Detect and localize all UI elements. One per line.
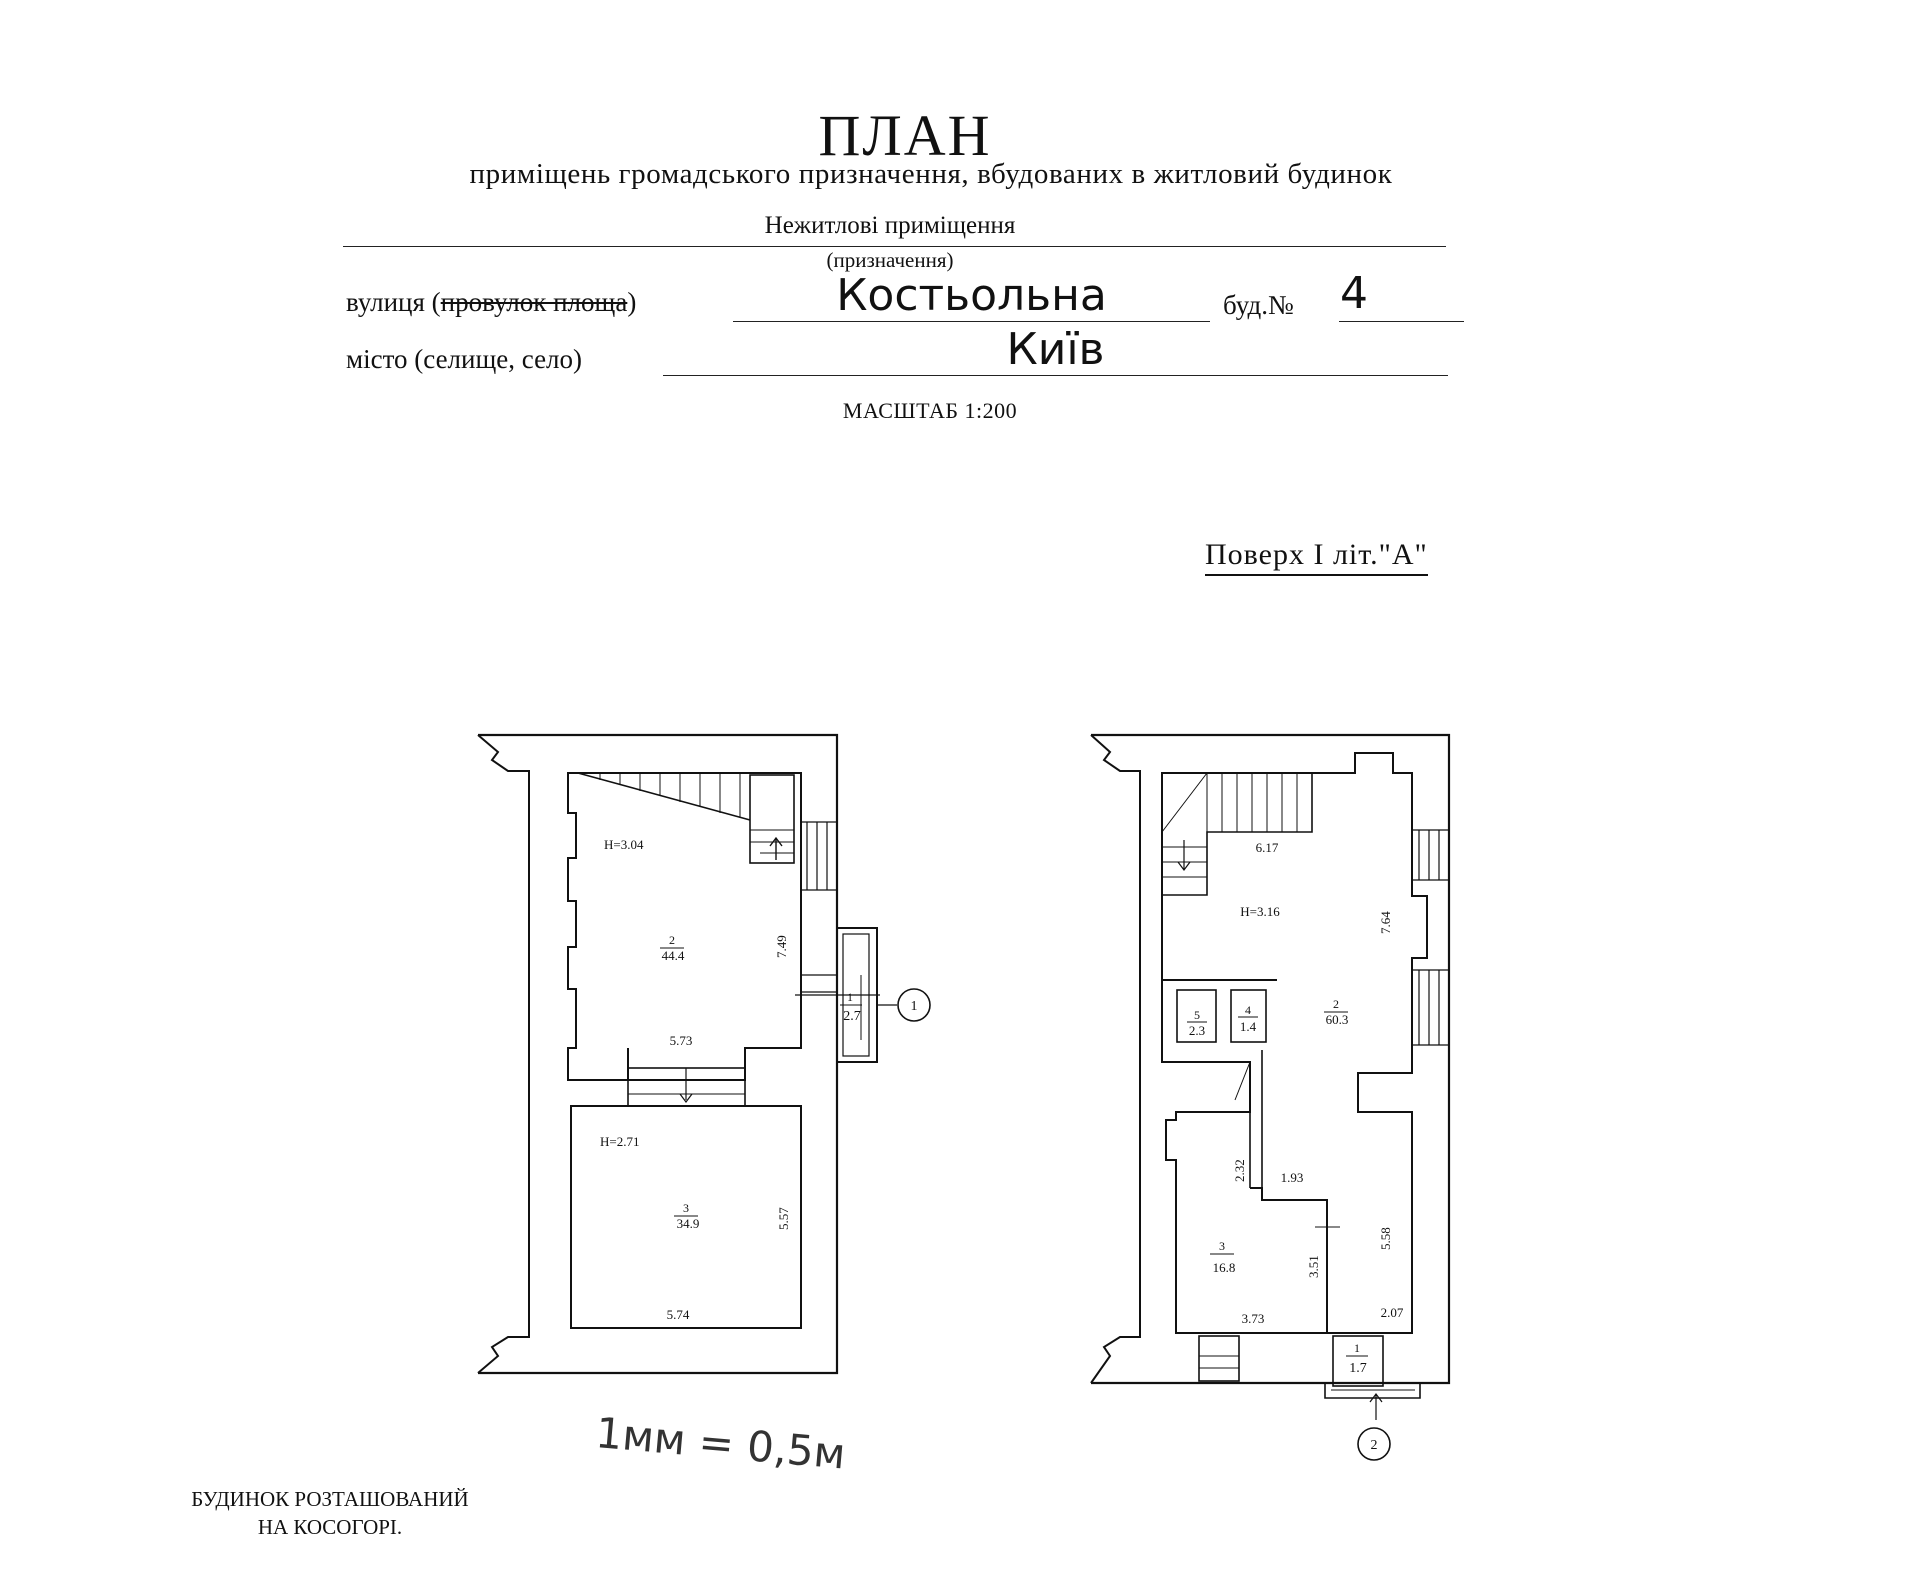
house-number-value: 4 [1340,268,1368,319]
left-dim-557: 5.57 [776,1207,791,1230]
right-room4-area: 1.4 [1239,1019,1257,1034]
right-dim-232: 2.32 [1232,1159,1247,1182]
street-label-struck: провулок площа [440,287,628,317]
left-room1-number: 1 [847,990,853,1004]
right-dim-558: 5.58 [1378,1227,1393,1250]
right-dim-193: 1.93 [1280,1170,1304,1185]
scale-label: МАСШТАБ 1:200 [842,398,1018,423]
handwritten-scale-note: 1мм = 0,5м [593,1408,848,1479]
right-room2-area: 60.3 [1325,1012,1349,1027]
right-dim-373: 3.73 [1241,1311,1265,1326]
left-room3-area: 34.9 [676,1216,700,1231]
left-dim-574: 5.74 [666,1307,690,1322]
right-room5-area: 2.3 [1188,1023,1206,1038]
right-dim-617: 6.17 [1255,840,1279,855]
left-floor-plan [478,735,930,1373]
right-room3-area: 16.8 [1212,1260,1236,1275]
city-value: Київ [1006,324,1105,375]
street-value: Костьольна [836,270,1107,321]
left-room2-number: 2 [669,933,675,947]
page-title: ПЛАН [818,103,992,168]
left-room2-area: 44.4 [661,948,685,963]
right-room3-number: 3 [1219,1239,1225,1253]
page-subtitle: приміщень громадського призначення, вбудованих в житловий будинок [469,158,1393,190]
right-room5-number: 5 [1194,1008,1200,1022]
right-room4-number: 4 [1245,1003,1251,1017]
purpose-value: Нежитлові приміщення [764,212,1016,239]
left-height-upper: H=3.04 [604,837,644,852]
street-label-prefix: вулиця ( [346,287,441,317]
right-dim-764: 7.64 [1378,911,1393,934]
street-label-suffix: ) [627,287,637,317]
footer-note-line1: БУДИНОК РОЗТАШОВАНИЙ [191,1487,469,1511]
left-dim-749: 7.49 [774,935,789,958]
right-room2-number: 2 [1333,997,1339,1011]
purpose-caption: (призначення) [826,248,954,272]
footer-note-line2: НА КОСОГОРІ. [257,1515,403,1539]
right-dim-351: 3.51 [1306,1255,1321,1278]
left-room3-number: 3 [683,1201,689,1215]
house-number-label: буд.№ [1223,290,1294,320]
right-height: H=3.16 [1240,904,1280,919]
left-room1-area: 2.7 [843,1009,861,1024]
right-dim-207: 2.07 [1380,1305,1404,1320]
right-room1-area: 1.7 [1349,1361,1367,1376]
right-marker-2: 2 [1370,1438,1378,1453]
city-label: місто (селище, село) [346,344,583,374]
floor-label: Поверх I літ."А" [1205,538,1428,576]
left-dim-573: 5.73 [669,1033,693,1048]
left-height-lower: H=2.71 [600,1134,640,1149]
right-room1-number: 1 [1354,1341,1360,1355]
left-marker-1: 1 [910,999,918,1014]
